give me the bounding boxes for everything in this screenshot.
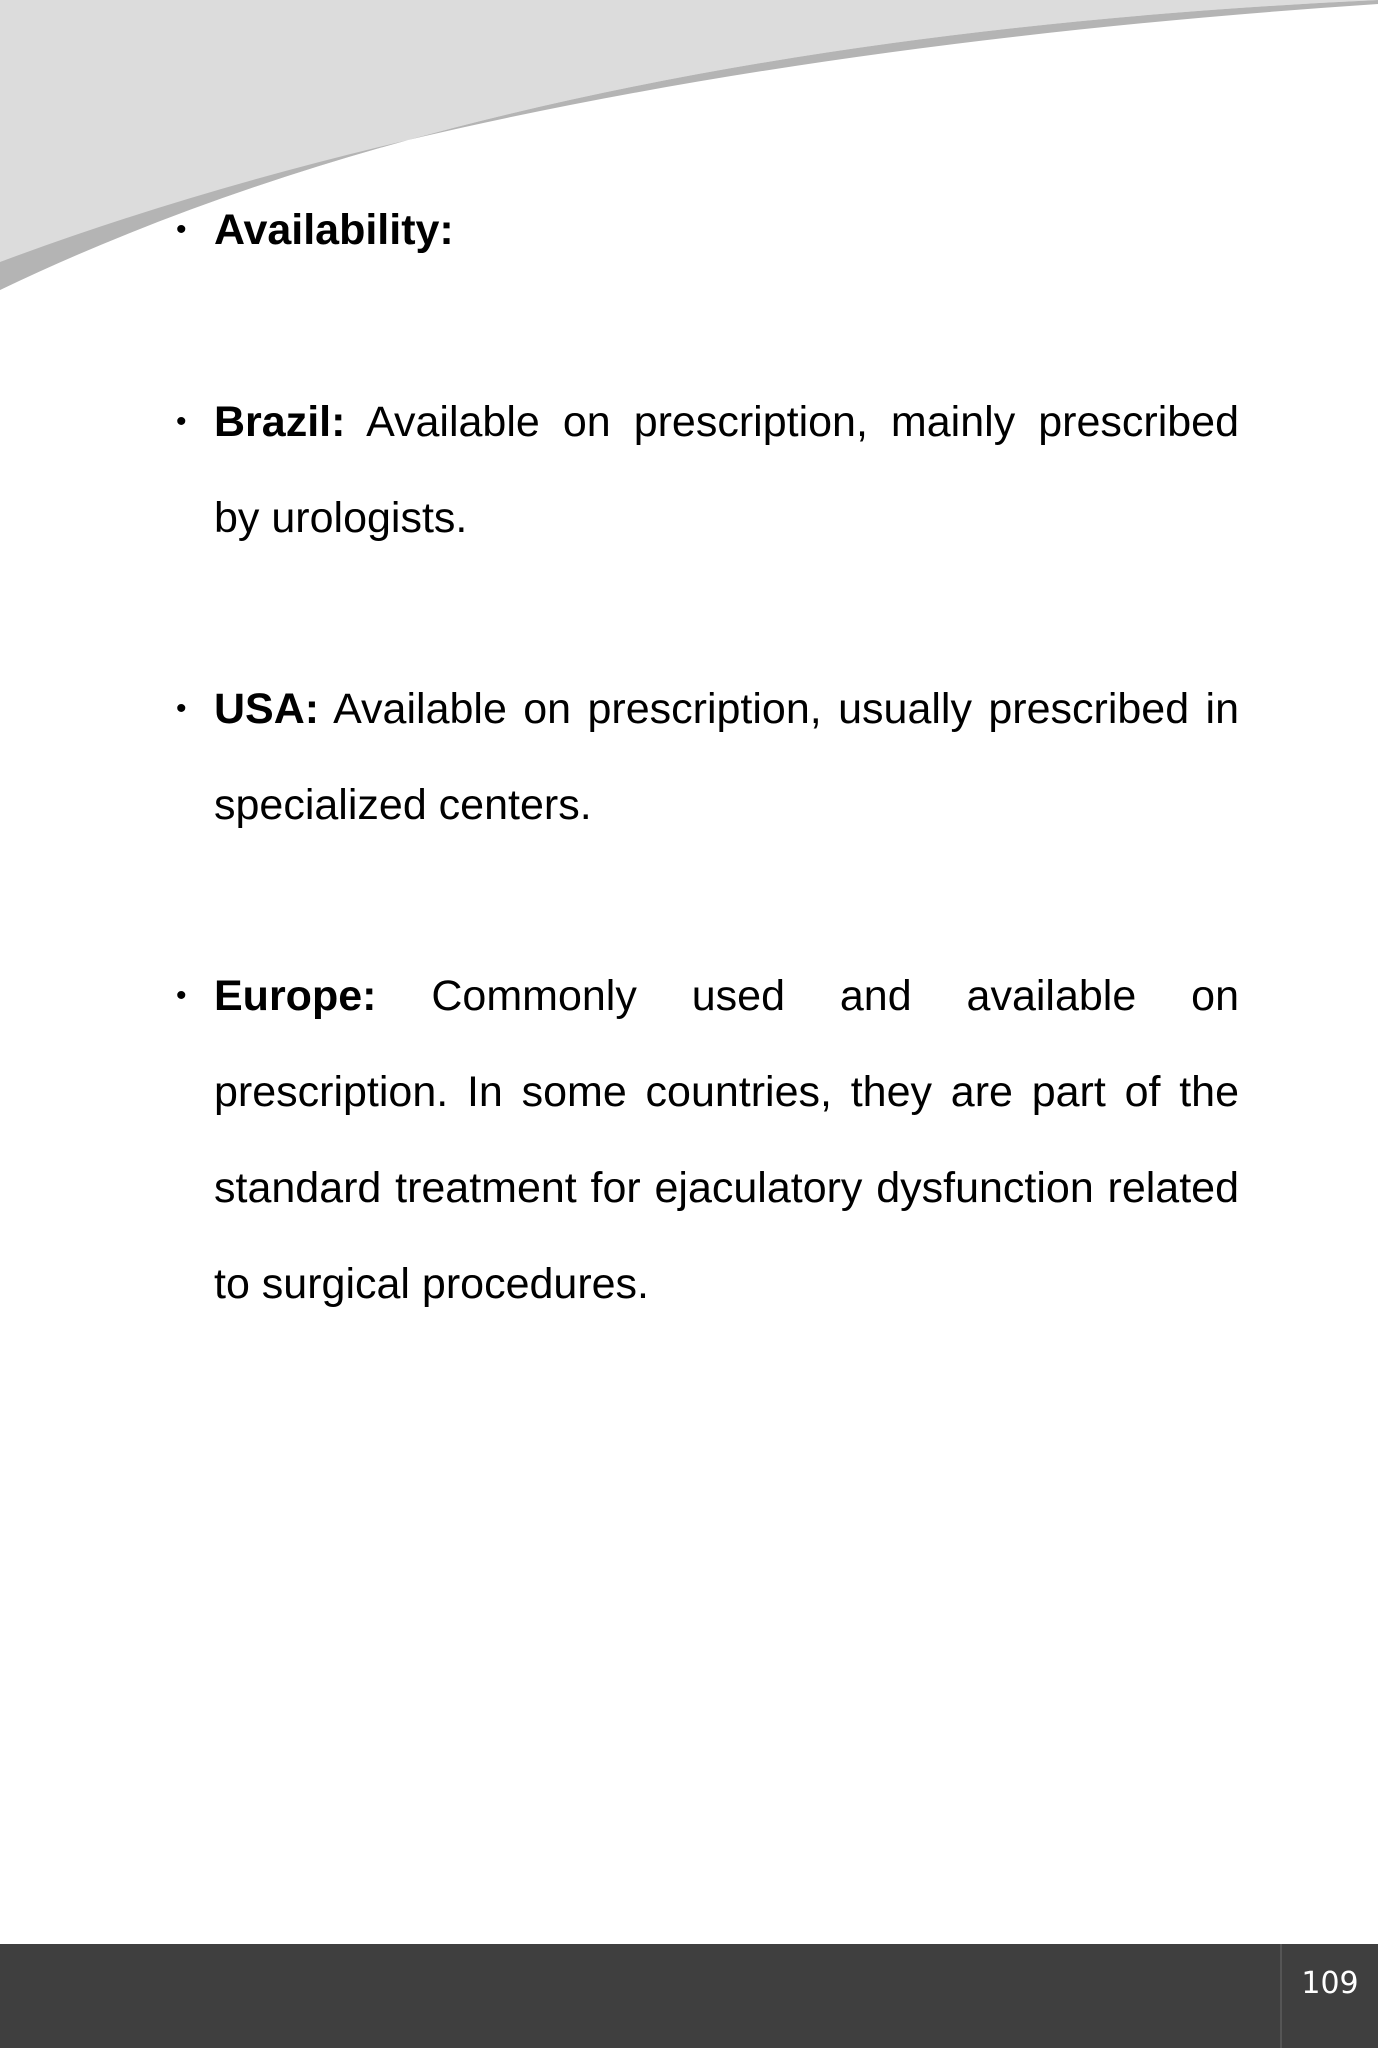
bullet-icon: • bbox=[176, 692, 187, 725]
bullet-icon: • bbox=[176, 979, 187, 1012]
item-term: Brazil: bbox=[214, 398, 346, 446]
bullet-icon: • bbox=[176, 405, 187, 438]
item-term: Availability: bbox=[214, 206, 454, 254]
list-item-usa bbox=[176, 661, 1239, 853]
page-number-box bbox=[1280, 1944, 1378, 2048]
page-number: 109 bbox=[1301, 1966, 1359, 2001]
list-item-europe bbox=[176, 948, 1239, 1332]
item-text: Available on prescription, usually prescribed in specialized centers. bbox=[214, 685, 1239, 829]
list-item-availability bbox=[176, 182, 1239, 278]
list-item-brazil bbox=[176, 374, 1239, 566]
item-term: Europe: bbox=[214, 972, 377, 1020]
footer-bar bbox=[0, 1944, 1378, 2048]
item-text: Commonly used and available on prescription. In some countries, they are part of the standard treatment for ejaculatory dysfunction related to surgical procedures. bbox=[214, 972, 1239, 1308]
item-term: USA: bbox=[214, 685, 320, 733]
bullet-icon: • bbox=[176, 213, 187, 246]
item-text: Available on prescription, mainly prescribed by urologists. bbox=[214, 398, 1239, 542]
